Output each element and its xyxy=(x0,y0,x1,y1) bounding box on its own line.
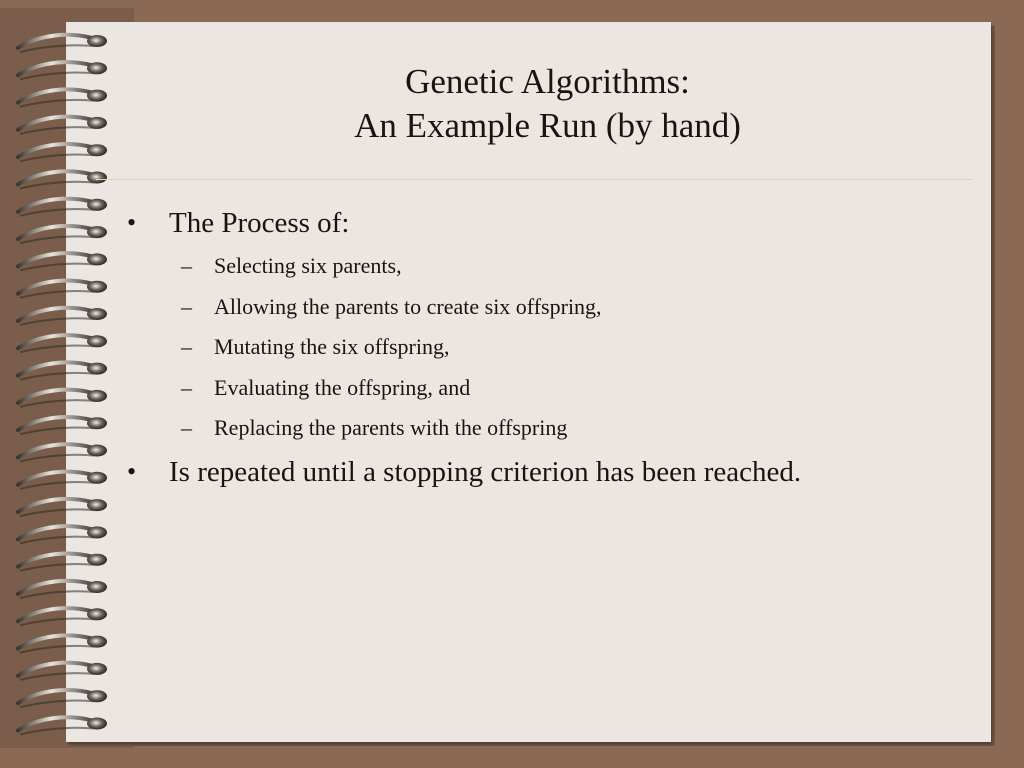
binding-hole xyxy=(87,253,107,265)
title-divider xyxy=(96,179,972,180)
spiral-ring-shadow xyxy=(20,591,94,598)
bullet-marker: • xyxy=(127,208,137,237)
sub-bullet-text: Evaluating the offspring, and xyxy=(214,374,471,400)
binding-hole xyxy=(87,472,107,484)
dash-marker: – xyxy=(181,415,192,440)
spiral-ring-shadow xyxy=(20,373,94,380)
bullet-item xyxy=(126,449,986,495)
binding-hole xyxy=(87,526,107,538)
sub-bullet-item xyxy=(181,408,986,449)
dash-marker: – xyxy=(181,334,192,359)
dash-marker: – xyxy=(181,253,192,278)
spiral-ring-shadow xyxy=(20,291,94,298)
spiral-ring-shadow xyxy=(20,700,94,707)
sub-bullet-text: Replacing the parents with the offspring xyxy=(214,415,568,440)
binding-hole xyxy=(87,581,107,593)
slide-body xyxy=(126,200,986,495)
spiral-ring-shadow xyxy=(20,509,94,516)
spiral-ring-shadow xyxy=(20,346,94,353)
title-line-1: Genetic Algorithms: xyxy=(405,62,690,101)
bullet-text: Is repeated until a stopping criterion has been reached. xyxy=(169,455,802,488)
binding-hole xyxy=(87,718,107,730)
binding-hole xyxy=(87,417,107,429)
binding-hole xyxy=(87,35,107,47)
bullet-marker: • xyxy=(127,456,137,486)
binding-hole xyxy=(87,308,107,320)
dash-marker: – xyxy=(181,374,192,400)
sub-bullet-item xyxy=(181,327,986,368)
dash-marker: – xyxy=(181,293,192,319)
binding-hole xyxy=(87,363,107,375)
spiral-ring-shadow xyxy=(20,564,94,571)
spiral-ring-shadow xyxy=(20,455,94,462)
binding-hole xyxy=(87,608,107,620)
spiral-ring-shadow xyxy=(20,427,94,434)
spiral-ring-shadow xyxy=(20,45,94,52)
spiral-ring-shadow xyxy=(20,236,94,243)
title-line-2: An Example Run (by hand) xyxy=(354,106,741,145)
binding-hole xyxy=(87,690,107,702)
binding-hole xyxy=(87,663,107,675)
binding-hole xyxy=(87,554,107,566)
bullet-item xyxy=(126,200,986,246)
spiral-ring-shadow xyxy=(20,619,94,626)
sub-bullet-text: Mutating the six offspring, xyxy=(214,334,450,359)
sub-bullet-item xyxy=(181,368,986,409)
spiral-ring-shadow xyxy=(20,154,94,161)
spiral-ring-shadow xyxy=(20,400,94,407)
binding-hole xyxy=(87,390,107,402)
sub-bullet-text: Allowing the parents to create six offspring, xyxy=(214,293,602,319)
binding-hole xyxy=(87,172,107,184)
spiral-ring-shadow xyxy=(20,209,94,216)
bullet-text: The Process of: xyxy=(169,207,350,239)
sub-bullet-list xyxy=(181,246,986,449)
spiral-ring-shadow xyxy=(20,182,94,189)
spiral-ring-shadow xyxy=(20,264,94,271)
spiral-ring-shadow xyxy=(20,318,94,325)
spiral-ring-shadow xyxy=(20,646,94,653)
binding-hole xyxy=(87,226,107,238)
binding-hole xyxy=(87,281,107,293)
sub-bullet-item xyxy=(181,246,986,287)
slide-title xyxy=(80,60,1015,148)
spiral-ring-shadow xyxy=(20,728,94,735)
binding-hole xyxy=(87,445,107,457)
binding-hole xyxy=(87,636,107,648)
sub-bullet-item xyxy=(181,287,986,328)
binding-hole xyxy=(87,499,107,511)
spiral-ring-shadow xyxy=(20,537,94,544)
spiral-ring-shadow xyxy=(20,482,94,489)
binding-hole xyxy=(87,335,107,347)
binding-hole xyxy=(87,199,107,211)
sub-bullet-text: Selecting six parents, xyxy=(214,253,402,278)
spiral-ring-shadow xyxy=(20,673,94,680)
